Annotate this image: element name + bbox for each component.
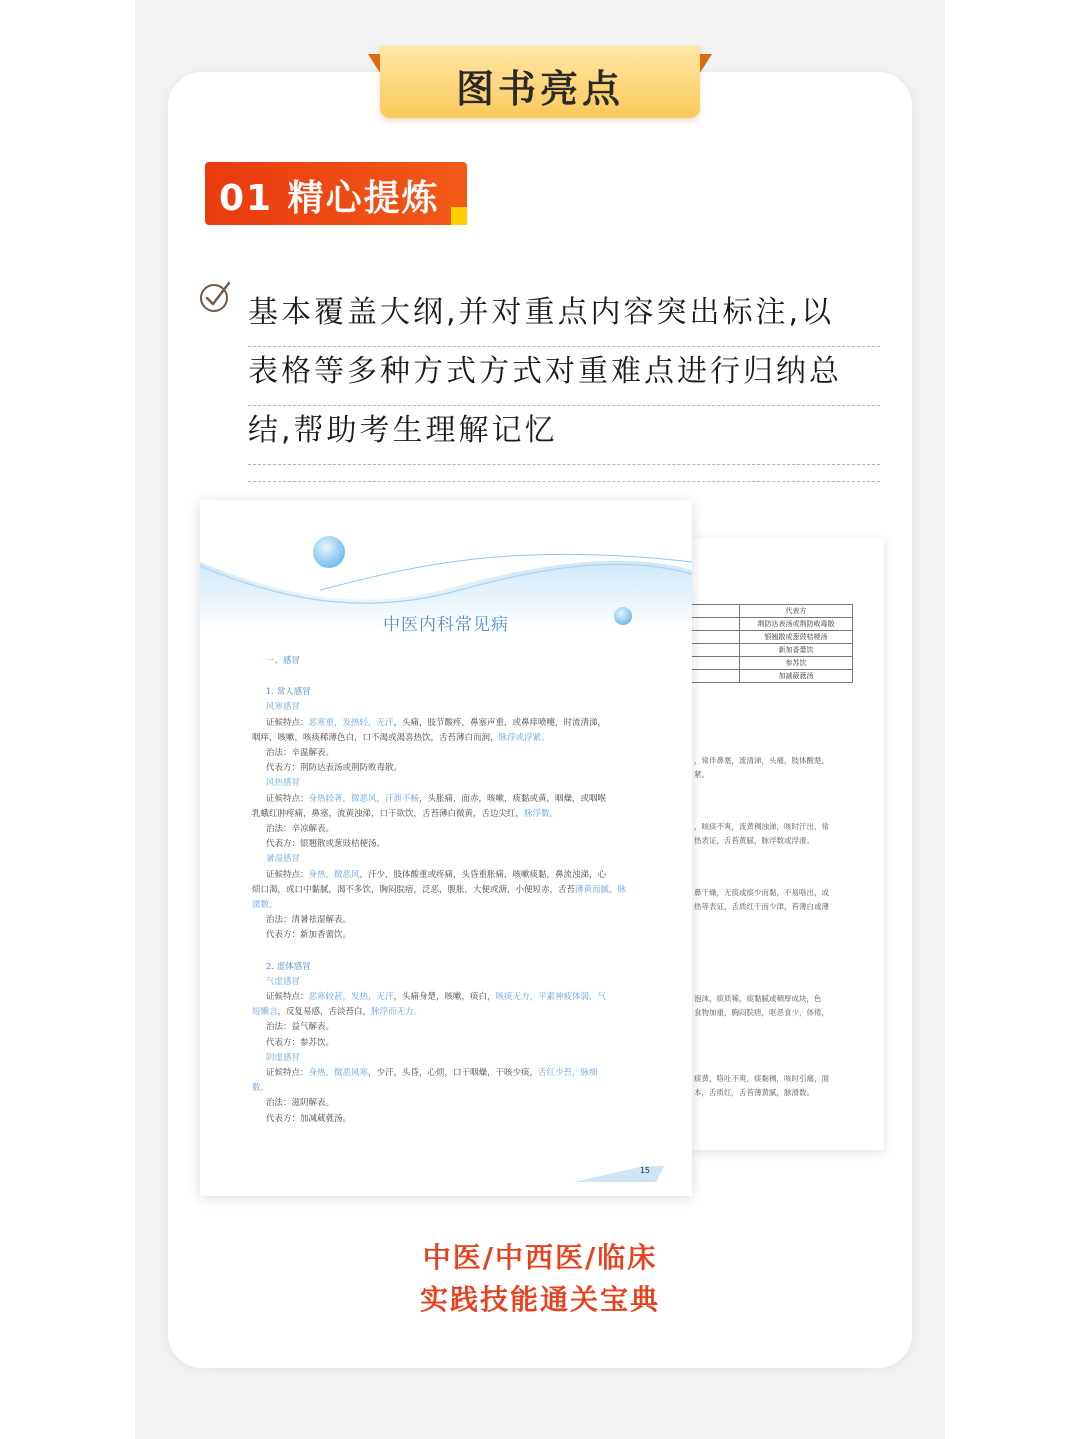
page-text: 鼻干燥，无痰或痰少而黏，不易咯出，或	[694, 888, 829, 897]
page-number: 15	[639, 1166, 650, 1175]
table-header: 代表方	[740, 605, 853, 618]
section-heading: 一、感冒	[266, 656, 301, 666]
text: 证候特点：	[266, 992, 309, 1003]
page-text: 食物加重，胸闷脘痞，呕恶食少，体倦，	[694, 1008, 829, 1017]
text: 恶寒较甚，发热，无汗	[308, 992, 394, 1003]
book-page-back	[690, 538, 884, 1150]
subsection-heading: 2. 虚体感冒	[266, 961, 311, 972]
text: 脉浮数。	[524, 808, 559, 819]
text: 乳蛾红肿疼痛，鼻塞，流黄浊涕，口干欲饮，舌苔薄白微黄，舌边尖红，	[252, 808, 525, 819]
text: 身热较著，微恶风，汗泄不畅	[308, 793, 420, 804]
text: 代表方：荆防达表汤或荆防败毒散。	[266, 763, 403, 774]
table-cell: 银翘散或葱豉桔梗汤	[740, 631, 853, 644]
page-text: 紧。	[694, 770, 709, 779]
text: 烦口渴，或口中黏腻，渴不多饮，胸闷脘痞，泛恶，腹胀，大便或溏，小便短赤，舌苔	[252, 884, 576, 895]
type-heading: 气虚感冒	[266, 976, 301, 987]
footer-line-2: 实践技能通关宝典	[419, 1283, 660, 1316]
text: 治法：滋阴解表。	[266, 1098, 335, 1109]
text: 脉浮或浮紧。	[498, 732, 550, 743]
checkmark-circle-icon	[198, 280, 232, 314]
book-page-front	[200, 500, 692, 1196]
text: 短懒言	[252, 1007, 278, 1018]
page-text: 热等表证，舌质红干而少津，苔薄白或薄	[694, 902, 829, 911]
page-body	[252, 654, 658, 1127]
type-heading: 阴虚感冒	[266, 1052, 301, 1063]
title-banner	[380, 46, 700, 118]
table-cell: 荆防达表汤或荆防败毒散	[740, 618, 853, 631]
table-cell: 参苏饮	[740, 657, 853, 670]
text: 代表方：银翘散或葱豉桔梗汤。	[266, 839, 386, 850]
page-title: 中医内科常见病	[383, 615, 509, 635]
type-heading: 风热感冒	[266, 778, 301, 789]
description-rule	[248, 465, 880, 482]
remedy-table	[690, 604, 853, 683]
text: 证候特点：	[266, 1068, 309, 1079]
page-text: 热表证，舌苔黄腻，脉浮数或浮滑。	[694, 836, 814, 845]
type-heading: 暑湿感冒	[266, 854, 301, 865]
text: ，反复易感，舌淡苔白，	[277, 1007, 372, 1018]
text: ，头痛身楚，咳嗽，痰白，	[393, 992, 496, 1003]
type-heading: 风寒感冒	[266, 702, 301, 713]
text: ，头痛，肢节酸疼，鼻塞声重，或鼻痒喷嚏，时流清涕，	[393, 717, 607, 728]
text: 数。	[252, 1083, 270, 1094]
text: 代表方：加减葳蕤汤。	[266, 1113, 352, 1124]
page-text: 痰黄，咯吐不爽，痰黏稠，咳时引痛，面	[694, 1074, 829, 1083]
text: 证候特点：	[266, 717, 309, 728]
tag-corner	[451, 207, 467, 225]
page-text: ，常伴鼻塞，流清涕，头痛，肢体酸楚，	[694, 756, 829, 765]
text: ，少汗，头昏，心烦，口干咽燥，干咳少痰，	[368, 1068, 539, 1079]
text: 薄黄而腻，脉	[575, 884, 627, 895]
text: 证候特点：	[266, 869, 309, 880]
page-text: 泡沫，痰质稀，痰黏腻或稠厚成块，色	[694, 994, 822, 1003]
table-cell: 新加香薷饮	[740, 644, 853, 657]
text: 舌红少苔，脉细	[538, 1068, 598, 1079]
text: 代表方：参苏饮。	[266, 1037, 335, 1048]
text: 脉浮而无力。	[371, 1007, 423, 1018]
text: 身热，微恶风寒	[308, 1068, 369, 1079]
subsection-heading: 1. 常人感冒	[266, 687, 311, 698]
text: 身热，微恶风	[308, 869, 360, 880]
page-number-tab	[574, 1162, 664, 1182]
text: 代表方：新加香薷饮。	[266, 930, 352, 941]
text: 治法：辛温解表。	[266, 748, 335, 759]
text: 咳痰无力，平素神疲体弱，气	[495, 992, 607, 1003]
description-line: 表格等多种方式方式对重难点进行归纳总	[248, 347, 880, 406]
text: 濡数。	[252, 900, 278, 911]
section-tag	[205, 162, 467, 225]
banner-ear-right	[698, 54, 712, 76]
text: 恶寒重，发热轻，无汗	[308, 717, 394, 728]
text: ，头胀痛，面赤，咳嗽，痰黏或黄，咽燥，或咽喉	[419, 793, 607, 804]
text: 咽痒，咳嗽，咳痰稀薄色白，口不渴或渴喜热饮，舌苔薄白而润，	[252, 732, 499, 743]
page-text: ，咳痰不爽，流黄稠浊涕，咳时汗出，常	[694, 822, 829, 831]
banner-title: 图书亮点	[455, 67, 624, 111]
description-block	[248, 288, 880, 482]
description-line: 结,帮助考生理解记忆	[248, 406, 880, 465]
section-label: 01 精心提炼	[219, 178, 440, 219]
table-cell: 加减葳蕤汤	[740, 670, 853, 683]
page-text: 本，舌质红，舌苔薄黄腻，脉滑数。	[694, 1088, 814, 1097]
footer-line-1: 中医/中西医/临床	[422, 1241, 658, 1274]
text: 治法：益气解表。	[266, 1022, 335, 1033]
text: 证候特点：	[266, 793, 309, 804]
page-number-ribbon	[574, 1162, 664, 1182]
text: 治法：清暑祛湿解表。	[266, 915, 352, 926]
description-line: 基本覆盖大纲,并对重点内容突出标注,以	[248, 288, 880, 347]
text: 治法：辛凉解表。	[266, 824, 335, 835]
text: ，汗少，肢体酸重或疼痛，头昏重胀痛，咳嗽痰黏，鼻流浊涕，心	[359, 869, 607, 880]
